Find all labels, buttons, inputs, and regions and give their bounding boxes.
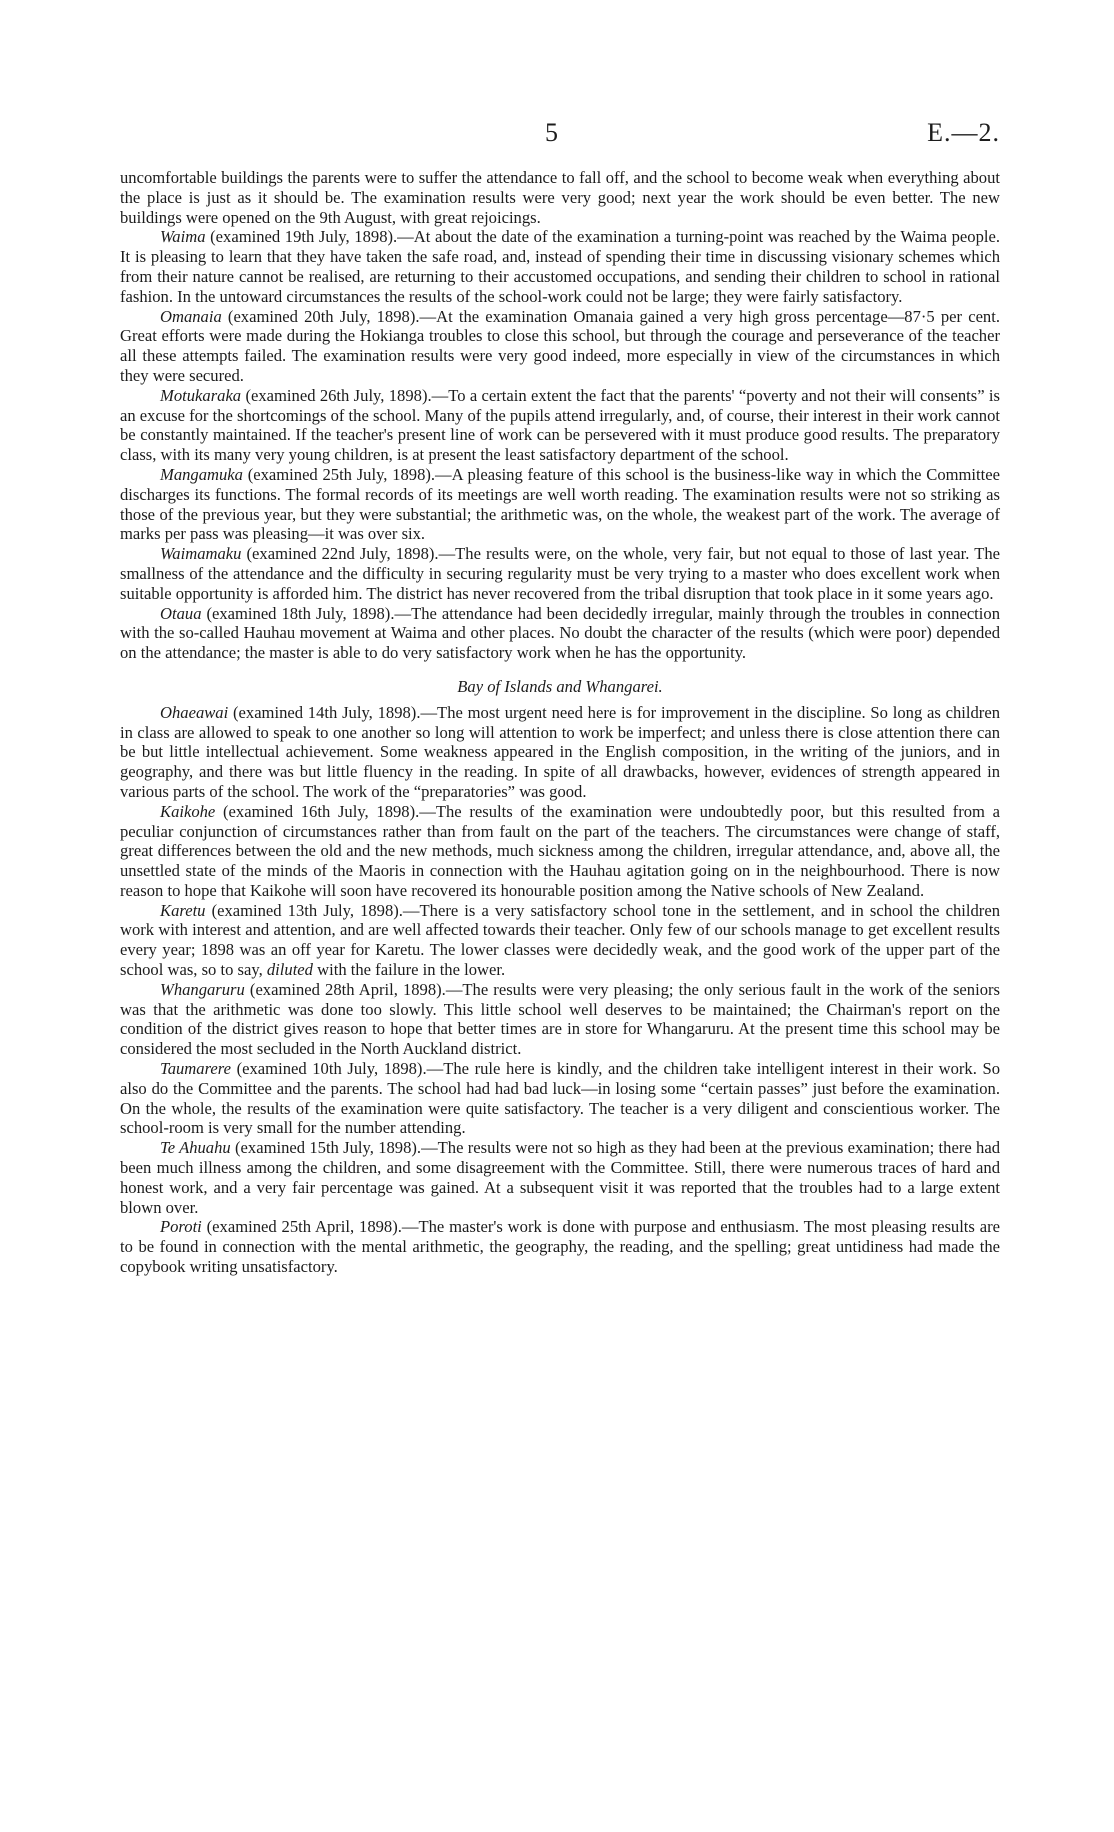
paragraph-text: (examined 16th July, 1898).—The results of the examination were undoubtedly poor, but this resulted from a peculiar conjunction of circumstances rather than from fault on the part of the teachers. The circumstances were change of staff, great differences between the old and the new methods, much sickness among the children, irregular attendance, and, above all, the unsettled state of the minds of the Maoris in connection with the Hauhau agitation going on in the neighbourhood. There is now reason to hope that Kaikohe will soon have recovered its honourable position among the Native schools of New Zealand. <box>120 801 1000 900</box>
school-name: Waima <box>160 227 206 247</box>
school-name: Kaikohe <box>160 801 216 821</box>
school-name: Taumarere <box>160 1059 231 1079</box>
paragraph-whangaruru <box>120 980 1000 1059</box>
paragraph-kaikohe <box>120 802 1000 901</box>
emphasis-text: diluted <box>266 960 313 980</box>
paragraph-ohaeawai <box>120 703 1000 802</box>
school-name: Mangamuka <box>160 464 243 484</box>
paragraph-text-tail: with the failure in the lower. <box>312 960 506 980</box>
paragraph-motukaraka <box>120 386 1000 465</box>
paragraph-text: uncomfortable buildings the parents were to suffer the attendance to fall off, and the school to become weak when everything about the place is just as it should be. The examination results were very good; next year the work should be even better. The new buildings were opened on the 9th August, with great rejoicings. <box>120 168 1000 227</box>
paragraph-text: (examined 13th July, 1898).—There is a very satisfactory school tone in the settlement, and in school the children work with interest and attention, and are well affected towards their teacher. Only few of our schools manage to get excellent results every year; 1898 was an off year for Karetu. The lower classes were decidedly weak, and the good work of the upper part of the school was, so to say, <box>120 900 1000 980</box>
school-name: Te Ahuahu <box>160 1138 231 1158</box>
paragraph-text: (examined 26th July, 1898).—To a certain extent the fact that the parents' “poverty and not their will consents” is an excuse for the shortcomings of the school. Many of the pupils attend irregularly, and, of course, their interest in their work cannot be constantly maintained. If the teacher's present line of work can be persevered with it must produce good results. The preparatory class, with its many very young children, is at present the least satisfactory department of the school. <box>120 385 1000 465</box>
paragraph-text: (examined 18th July, 1898).—The attendance had been decidedly irregular, mainly through the troubles in connection with the so-called Hauhau movement at Waima and other places. No doubt the character of the results (which were poor) depended on the attendance; the master is able to do very satisfactory work when he has the opportunity. <box>120 603 1000 663</box>
paragraph-text: (examined 10th July, 1898).—The rule here is kindly, and the children take intelligent interest in their work. So also do the Committee and the parents. The school had had bad luck—in losing some “certain passes” just before the examination. On the whole, the results of the examination were quite satisfactory. The teacher is a very diligent and conscientious worker. The school-room is very small for the number attending. <box>120 1059 1000 1138</box>
paragraph-text: (examined 22nd July, 1898).—The results were, on the whole, very fair, but not equal to those of last year. The smallness of the attendance and the difficulty in securing regularity must be very trying to a master who does excellent work when suitable opportunity is afforded him. The district has never recovered from the tribal disruption that took place in it some years ago. <box>120 544 1000 603</box>
paragraph-mangamuka <box>120 465 1000 544</box>
paragraph-continuation <box>120 168 1000 227</box>
paragraph-waima <box>120 227 1000 306</box>
school-name: Poroti <box>160 1217 202 1237</box>
paragraph-text: (examined 15th July, 1898).—The results were not so high as they had been at the previous examination; there had been much illness among the children, and some disagreement with the Committee. Still, there were numerous traces of hard and honest work, and a very fair percentage was gained. At a subsequent visit it was reported that the troubles had to a large extent blown over. <box>120 1138 1000 1217</box>
paragraph-text: (examined 28th April, 1898).—The results were very pleasing; the only serious fault in the work of the seniors was that the arithmetic was done too slowly. This little school well deserves to be maintained; the Chairman's report on the condition of the district gives reason to hope that better times are in store for Whangaruru. At the present time this school may be considered the most secluded in the North Auckland district. <box>120 979 1000 1059</box>
paragraph-text: (examined 20th July, 1898).—At the examination Omanaia gained a very high gross percentage—87·5 per cent. Great efforts were made during the Hokianga troubles to close this school, but through the courage and perseverance of the teacher all these attempts failed. The examination results were very good indeed, more especially in view of the circumstances in which they were secured. <box>120 306 1000 385</box>
school-name: Karetu <box>160 900 206 920</box>
paragraph-text: (examined 14th July, 1898).—The most urgent need here is for improvement in the discipline. So long as children in class are allowed to speak to one another so long will attention to work be imperfect; and unless there is close attention there can be but little intellectual achievement. Some weakness appeared in the English composition, in the writing of the juniors, and in geography, and there was but little fluency in the reading. In spite of all drawbacks, however, evidences of strength appeared in various parts of the school. The work of the “preparatories” was good. <box>120 702 1000 801</box>
page-number: 5 <box>545 118 558 147</box>
paragraph-text: (examined 25th April, 1898).—The master's work is done with purpose and enthusiasm. The most pleasing results are to be found in connection with the mental arithmetic, the geography, the reading, and the spelling; great untidiness had made the copybook writing unsatisfactory. <box>120 1217 1000 1277</box>
paragraph-taumarere <box>120 1059 1000 1138</box>
school-name: Ohaeawai <box>160 702 229 722</box>
school-name: Otaua <box>160 603 202 623</box>
paragraph-te-ahuahu <box>120 1138 1000 1217</box>
paragraph-poroti <box>120 1217 1000 1276</box>
school-name: Motukaraka <box>160 385 242 405</box>
paragraph-text: (examined 25th July, 1898).—A pleasing feature of this school is the business-like way in which the Committee discharges its functions. The formal records of its meetings are well worth reading. The examination results were not so striking as those of the previous year, but they were substantial; the arithmetic was, on the whole, the weakest part of the work. The average of marks per pass was pleasing—it was over six. <box>120 464 1000 544</box>
paragraph-otaua <box>120 604 1000 663</box>
school-name: Waimamaku <box>160 544 242 564</box>
school-name: Whangaruru <box>160 979 245 999</box>
paragraph-waimamaku <box>120 544 1000 603</box>
section-heading: Bay of Islands and Whangarei. <box>457 676 663 696</box>
school-name: Omanaia <box>160 306 222 326</box>
paragraph-karetu <box>120 901 1000 980</box>
document-code: E.—2. <box>927 118 1000 147</box>
paragraph-text: (examined 19th July, 1898).—At about the date of the examination a turning-point was reached by the Waima people. It is pleasing to learn that they have taken the safe road, and, instead of spending their time in discussing visionary schemes which from their nature cannot be realised, are returning to their accustomed occupations, and sending their children to school in rational fashion. In the untoward circumstances the results of the school-work could not be large; they were fairly satisfactory. <box>120 227 1000 306</box>
report-body <box>120 168 1000 1277</box>
paragraph-omanaia <box>120 307 1000 386</box>
